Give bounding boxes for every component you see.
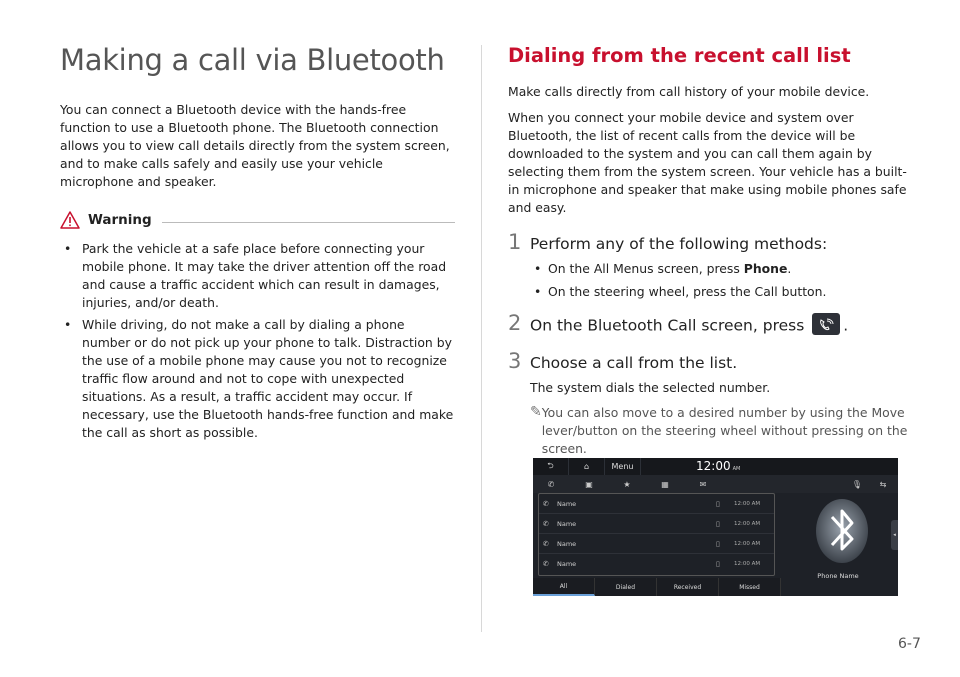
call-icon: ✆ — [543, 539, 549, 548]
section-title: Making a call via Bluetooth — [60, 43, 445, 77]
call-icon: ✆ — [543, 499, 549, 508]
filter-all[interactable]: All — [533, 578, 595, 596]
note-text: You can also move to a desired number by using the Move lever/button on the steering wheel without pressing on the screen. — [541, 404, 908, 456]
paragraph: Make calls directly from call history of your mobile device. — [508, 84, 870, 99]
switch-device-icon[interactable]: ⇆ — [879, 479, 887, 489]
list-item[interactable]: ✆ Name ▯ 12:00 AM — [539, 494, 774, 514]
call-icon: ✆ — [543, 519, 549, 528]
method-list — [530, 260, 908, 301]
menu-button[interactable]: Menu — [605, 458, 641, 475]
keypad-tab-icon[interactable]: ▦ — [661, 479, 669, 489]
filter-dialed[interactable]: Dialed — [595, 578, 657, 596]
mobile-icon: ▯ — [716, 499, 720, 508]
pencil-icon: ✎ — [530, 403, 542, 420]
warning-item: • While driving, do not make a call by dialing a phone number or do not pick up your phone to talk. Distraction by the use of a mobile phone may cause you not to recognize traffic flow around and not to cope with unexpected situations. As a result, a traffic accident may occur. If necessary, use the Bluetooth hands-free function and make the call as short as possible. — [64, 317, 454, 440]
call-list — [538, 493, 775, 576]
phone-screen-image — [533, 458, 898, 596]
intro-paragraph: You can connect a Bluetooth device with the hands-free function to use a Bluetooth phone. The Bluetooth connection allows you to view call details directly from the system screen, and to make calls safely and easily use your vehicle microphone and speaker. — [60, 102, 450, 189]
call-icon: ✆ — [543, 560, 549, 568]
clock: 12:00 AM — [696, 459, 741, 473]
column-divider — [481, 45, 482, 632]
messages-tab-icon[interactable]: ✉ — [699, 479, 707, 489]
warning-item: • Park the vehicle at a safe place before connecting your mobile phone. It may take the driver attention off the road and cause a traffic accident which can result in damages, injuries, and/or death. — [64, 241, 447, 310]
filter-missed[interactable]: Missed — [719, 578, 781, 596]
list-item[interactable]: ✆ Name ▯ 12:00 AM — [539, 514, 774, 534]
step-3 — [508, 349, 908, 373]
back-icon[interactable]: ⮌ — [533, 458, 569, 475]
call-filter-bar — [533, 578, 781, 596]
step-text: On the Bluetooth Call screen, press . — [530, 315, 848, 337]
mobile-icon: ▯ — [716, 560, 720, 568]
home-icon[interactable]: ⌂ — [569, 458, 605, 475]
method-item: • On the steering wheel, press the Call button. — [534, 284, 827, 299]
list-item[interactable]: ✆ Name ▯ 12:00 AM — [539, 534, 774, 554]
filter-received[interactable]: Received — [657, 578, 719, 596]
mobile-icon: ▯ — [716, 539, 720, 548]
left-column — [60, 42, 455, 446]
favorites-tab-icon[interactable]: ★ — [623, 479, 631, 489]
step-number: 3 — [508, 348, 522, 373]
recent-calls-tab-icon[interactable]: ✆ — [547, 479, 555, 489]
warning-label: Warning — [88, 212, 152, 228]
step-2 — [508, 311, 908, 337]
warning-header — [60, 210, 455, 230]
page-number: 6-7 — [898, 636, 921, 652]
screen-tab-bar — [533, 475, 898, 493]
step-number: 2 — [508, 311, 522, 335]
warning-list — [60, 240, 455, 442]
subsection-title: Dialing from the recent call list — [508, 44, 851, 67]
list-item[interactable]: ✆ Name ▯ 12:00 AM — [543, 560, 761, 568]
mobile-icon: ▯ — [716, 519, 720, 528]
step-text: Perform any of the following methods: — [530, 235, 828, 253]
recent-calls-icon — [812, 313, 840, 335]
step-1 — [508, 230, 908, 254]
phone-name: Phone Name — [817, 572, 859, 580]
step-result: The system dials the selected number. — [530, 379, 771, 395]
warning-icon — [60, 211, 80, 229]
right-column — [508, 42, 908, 458]
step-text: Choose a call from the list. — [530, 353, 738, 372]
contacts-tab-icon[interactable]: ▣ — [585, 479, 593, 489]
microphone-icon[interactable]: 🎙 — [851, 479, 863, 489]
step-number: 1 — [508, 230, 522, 254]
side-panel-handle[interactable]: ◂ — [891, 520, 898, 550]
warning-rule — [162, 222, 455, 223]
method-item: • On the All Menus screen, press Phone. — [534, 261, 792, 276]
note — [530, 404, 908, 458]
screen-top-bar — [533, 458, 898, 475]
paragraph: When you connect your mobile device and system over Bluetooth, the list of recent calls from the device will be downloaded to the system and you can call them again by selecting them from the system screen. Your vehicle has a built-in microphone and speaker that make using mobile phones safe and easy. — [508, 110, 907, 215]
